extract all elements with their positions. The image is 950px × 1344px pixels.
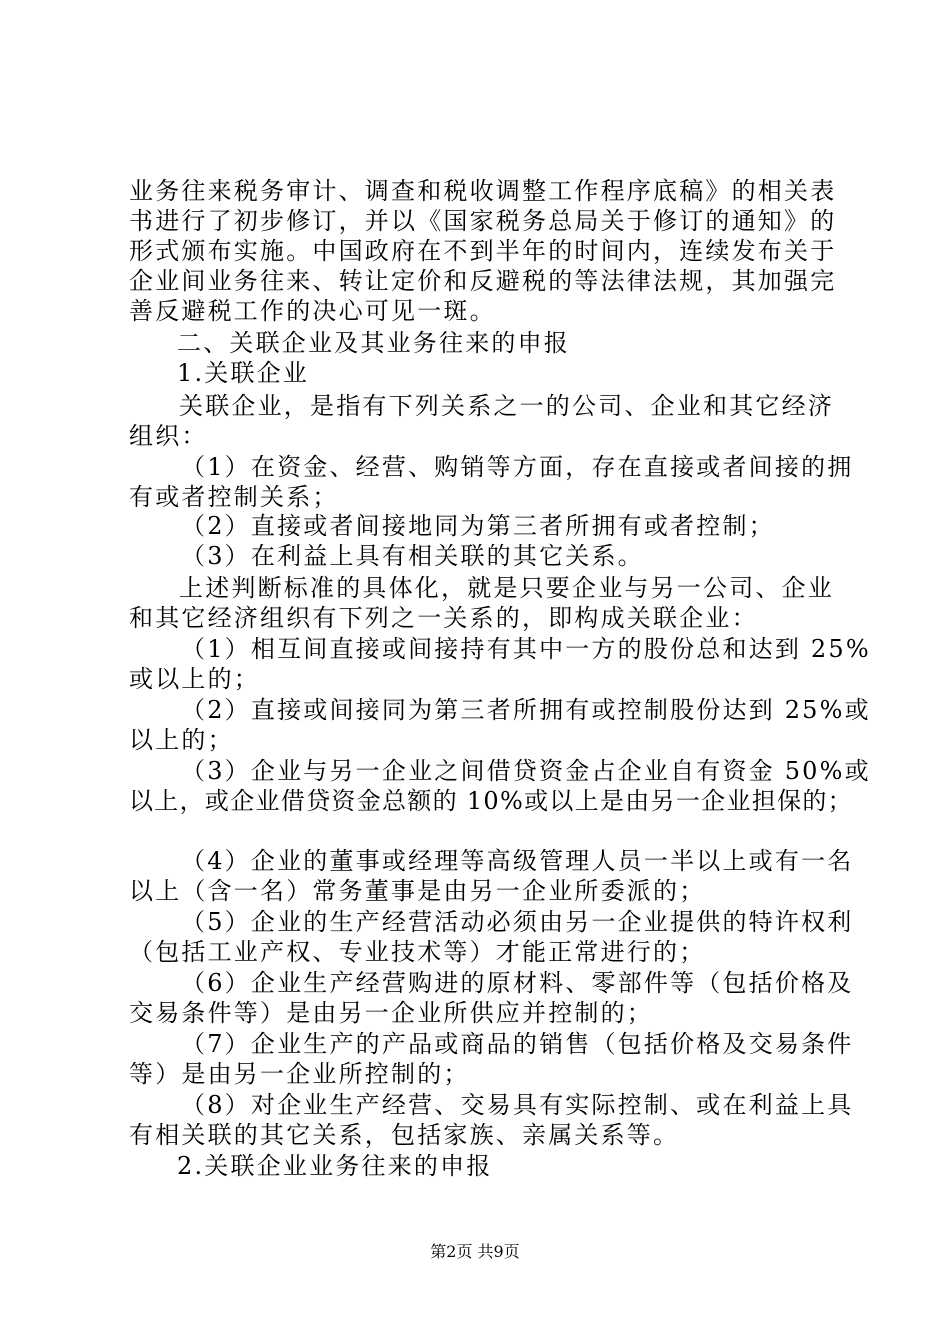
list-item: （3）在利益上具有相关联的其它关系。: [181, 542, 644, 570]
list-item: 有或者控制关系；: [129, 483, 339, 511]
list-item: （5）企业的生产经营活动必须由另一企业提供的特许权利: [181, 908, 854, 936]
list-item: （4）企业的董事或经理等高级管理人员一半以上或有一名: [181, 847, 854, 875]
subsection-heading: 2.关联企业业务往来的申报: [177, 1152, 493, 1180]
list-item: （8）对企业生产经营、交易具有实际控制、或在利益上具: [181, 1091, 854, 1119]
list-item: 以上，或企业借贷资金总额的 10%或以上是由另一企业担保的；: [129, 787, 853, 815]
list-item: （6）企业生产经营购进的原材料、零部件等（包括价格及: [181, 969, 854, 997]
list-item: （2）直接或间接同为第三者所拥有或控制股份达到 25%或: [181, 696, 871, 724]
body-line: 组织：: [129, 422, 208, 450]
body-line: 形式颁布实施。中国政府在不到半年的时间内，连续发布关于: [129, 237, 837, 265]
list-item: （7）企业生产的产品或商品的销售（包括价格及交易条件: [181, 1030, 854, 1058]
list-item: （包括工业产权、专业技术等）才能正常进行的；: [129, 938, 706, 966]
body-line: 业务往来税务审计、调查和税收调整工作程序底稿》的相关表: [129, 177, 837, 205]
list-item: 以上（含一名）常务董事是由另一企业所委派的；: [129, 877, 706, 905]
body-line: 和其它经济组织有下列之一关系的，即构成关联企业：: [129, 604, 758, 632]
list-item: （1）相互间直接或间接持有其中一方的股份总和达到 25%: [181, 635, 871, 663]
body-line: 企业间业务往来、转让定价和反避税的等法律法规，其加强完: [129, 267, 837, 295]
list-item: 交易条件等）是由另一企业所供应并控制的；: [129, 999, 653, 1027]
list-item: （3）企业与另一企业之间借贷资金占企业自有资金 50%或: [181, 757, 871, 785]
body-line: 善反避税工作的决心可见一斑。: [129, 297, 496, 325]
list-item: （2）直接或者间接地同为第三者所拥有或者控制；: [181, 512, 775, 540]
page-number-footer: 第2页 共9页: [430, 1242, 520, 1261]
body-line: 关联企业，是指有下列关系之一的公司、企业和其它经济: [179, 392, 834, 420]
body-line: 书进行了初步修订，并以《国家税务总局关于修订的通知》的: [129, 207, 837, 235]
list-item: 有相关联的其它关系，包括家族、亲属关系等。: [129, 1121, 680, 1149]
list-item: 以上的；: [129, 726, 234, 754]
section-heading: 二、关联企业及其业务往来的申报: [177, 329, 570, 357]
list-item: （1）在资金、经营、购销等方面，存在直接或者间接的拥: [181, 453, 854, 481]
body-line: 上述判断标准的具体化，就是只要企业与另一公司、企业: [179, 574, 834, 602]
list-item: 等）是由另一企业所控制的；: [129, 1060, 470, 1088]
list-item: 或以上的；: [129, 665, 260, 693]
subsection-heading: 1.关联企业: [177, 359, 310, 387]
